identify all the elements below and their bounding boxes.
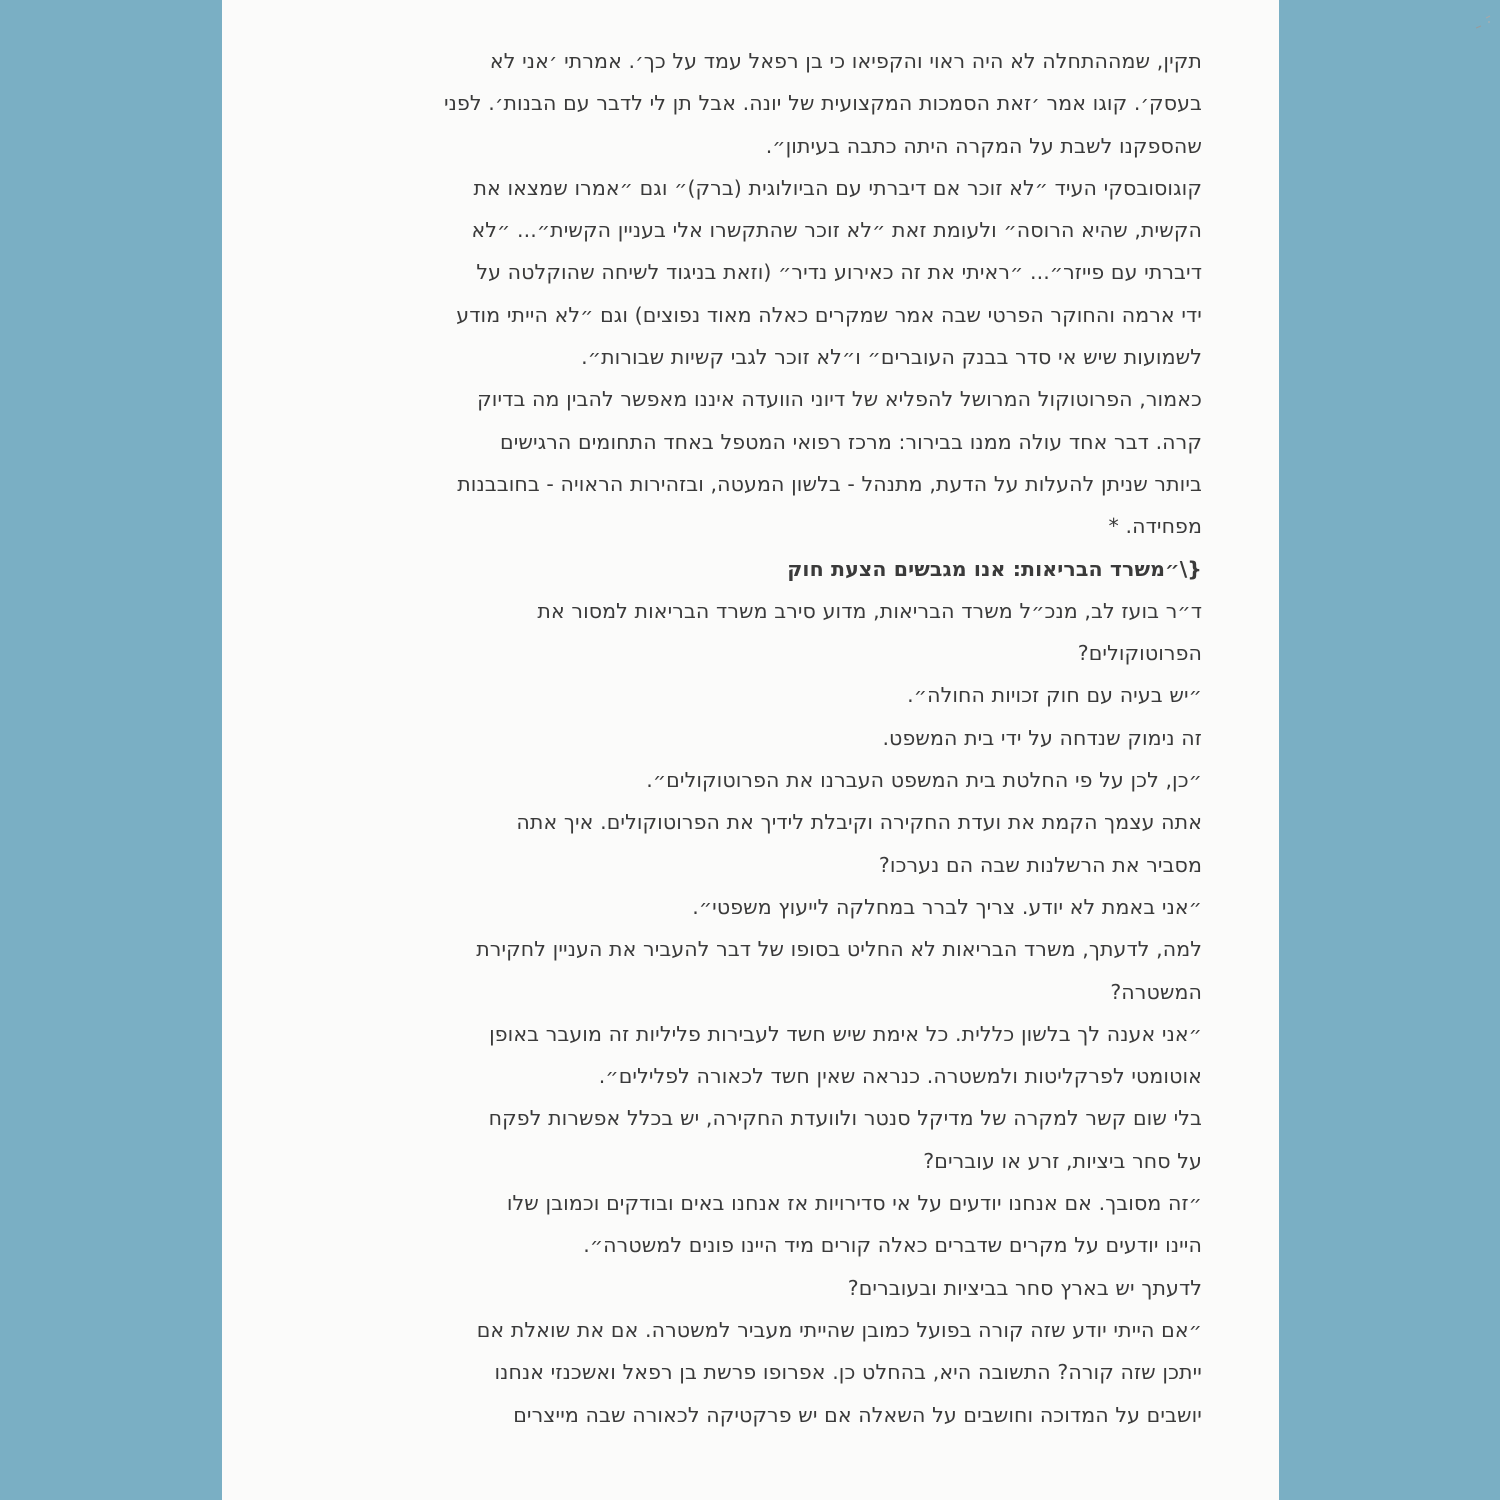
text-line: היינו יודעים על מקרים שדברים כאלה קורים מיד היינו פונים למשטרה״. [583, 1233, 1202, 1258]
scanned-page [222, 0, 1279, 1500]
text-line: כאמור, הפרוטוקול המרושל להפליא של דיוני הוועדה איננו מאפשר להבין מה בדיוק [477, 387, 1202, 412]
text-line: ״כן, לכן על פי החלטת בית המשפט העברנו את הפרוטוקולים״. [646, 768, 1202, 793]
text-line: דיברתי עם פייזר״... ״ראיתי את זה כאירוע נדיר״ (וזאת בניגוד לשיחה שהוקלטה על [476, 260, 1202, 285]
text-line: זה נימוק שנדחה על ידי בית המשפט. [882, 725, 1202, 750]
text-line: יושבים על המדוכה וחושבים על השאלה אם יש פרקטיקה לכאורה שבה מייצרים [513, 1402, 1202, 1427]
text-line: בעסק׳. קוגו אמר ׳זאת הסמכות המקצועית של יונה. אבל תן לי לדבר עם הבנות׳. לפני [443, 91, 1202, 116]
text-line: למה, לדעתך, משרד הבריאות לא החליט בסופו של דבר להעביר את העניין לחקירת [476, 937, 1202, 962]
text-line: ידי ארמה והחוקר הפרטי שבה אמר שמקרים כאלה מאוד נפוצים) וגם ״לא הייתי מודע [456, 302, 1202, 327]
text-line: קוגוסובסקי העיד ״לא זוכר אם דיברתי עם הביולוגית (ברק)״ וגם ״אמרו שמצאו את [473, 175, 1202, 200]
text-line: הפרוטוקולים? [1077, 641, 1202, 666]
text-line: ״אני אענה לך בלשון כללית. כל אימת שיש חשד לעבירות פליליות זה מועבר באופן [489, 1021, 1202, 1046]
text-line: תקין, שמההתחלה לא היה ראוי והקפיאו כי בן רפאל עמד על כך׳. אמרתי ׳אני לא [489, 49, 1202, 73]
text-line: ייתכן שזה קורה? התשובה היא, בהחלט כן. אפרופו פרשת בן רפאל ואשכנזי אנחנו [494, 1360, 1202, 1385]
section-heading: {\״משרד הבריאות: אנו מגבשים הצעת חוק [787, 556, 1202, 581]
text-line: ביותר שניתן להעלות על הדעת, מתנהל - בלשון המעטה, ובזהירות הראויה - בחובבנות [457, 471, 1202, 496]
text-line: בלי שום קשר למקרה של מדיקל סנטר ולוועדת החקירה, יש בכלל אפשרות לפקח [488, 1106, 1202, 1131]
scan-speck-mark [1472, 10, 1494, 32]
text-line: ״אם הייתי יודע שזה קורה בפועל כמובן שהייתי מעביר למשטרה. אם את שואלת אם [476, 1317, 1202, 1342]
text-line: ד״ר בועז לב, מנכ״ל משרד הבריאות, מדוע סירב משרד הבריאות למסור את [537, 598, 1202, 623]
text-line: שהספקנו לשבת על המקרה היתה כתבה בעיתון״. [765, 133, 1202, 158]
text-line: על סחר ביציות, זרע או עוברים? [923, 1148, 1202, 1173]
text-line: לדעתך יש בארץ סחר בביציות ובעוברים? [847, 1275, 1202, 1300]
text-line: המשטרה? [1110, 979, 1202, 1004]
text-line: ״אני באמת לא יודע. צריך לברר במחלקה לייעוץ משפטי״. [692, 894, 1202, 919]
text-line: מפחידה. * [1108, 514, 1202, 539]
text-line: מסביר את הרשלנות שבה הם נערכו? [878, 852, 1202, 877]
text-line: קרה. דבר אחד עולה ממנו בבירור: מרכז רפואי המטפל באחד התחומים הרגישים [500, 429, 1202, 454]
text-line: ״זה מסובך. אם אנחנו יודעים על אי סדירויות אז אנחנו באים ובודקים וכמובן שלו [506, 1191, 1202, 1216]
text-line: הקשית, שהיא הרוסה״ ולעומת זאת ״לא זוכר שהתקשרו אלי בעניין הקשית״... ״לא [471, 218, 1202, 243]
text-line: ״יש בעיה עם חוק זכויות החולה״. [907, 683, 1202, 708]
text-line: אתה עצמך הקמת את ועדת החקירה וקיבלת לידיך את הפרוטוקולים. איך אתה [516, 810, 1202, 835]
text-line: אוטומטי לפרקליטות ולמשטרה. כנראה שאין חשד לכאורה לפלילים״. [598, 1064, 1202, 1089]
article-text [310, 40, 1202, 1436]
text-line: לשמועות שיש אי סדר בבנק העוברים״ ו״לא זוכר לגבי קשיות שבורות״. [581, 345, 1202, 370]
